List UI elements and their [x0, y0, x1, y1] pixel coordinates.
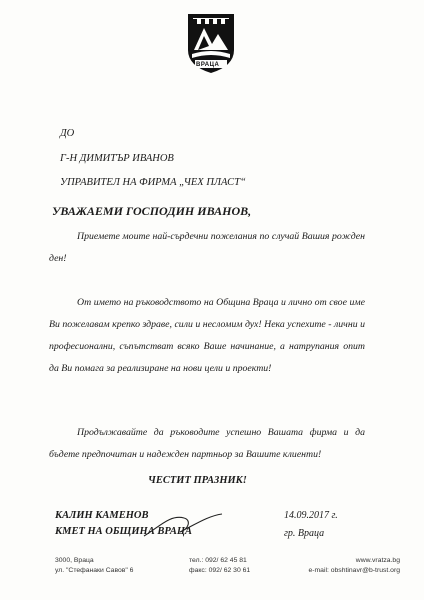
- addressee-to: ДО: [60, 128, 75, 139]
- paragraph-closing: Продължавайте да ръководите успешно Вашата фирма и да бъдете предпочитан и надежден партньор за Вашите клиенти!: [49, 427, 365, 460]
- signatory-title: КМЕТ НА ОБЩИНА ВРАЦА: [55, 526, 193, 537]
- letter-place: гр. Враца: [284, 528, 325, 539]
- footer-web: [300, 556, 400, 576]
- footer-address: [55, 556, 133, 576]
- handwritten-signature: [140, 510, 225, 540]
- letter-date: 14.09.2017 г.: [284, 510, 338, 521]
- paragraph-main: От името на ръководството на Община Враца и лично от свое име Ви пожелавам крепко здраве, сили и несломим дух! Нека успехите - лични и професионални, съпътстват всяко Ваше начинание, а натрупания опит да Ви помага за реализиране на нови цели и проекти!: [49, 297, 365, 374]
- footer-tel: тел.: 092/ 62 45 81: [189, 557, 247, 564]
- signatory-name: КАЛИН КАМЕНОВ: [55, 510, 149, 521]
- crest-label: ВРАЦА: [196, 62, 220, 68]
- greeting: УВАЖАЕМИ ГОСПОДИН ИВАНОВ,: [52, 204, 252, 218]
- addressee-position: УПРАВИТЕЛ НА ФИРМА „ЧЕХ ПЛАСТ“: [60, 177, 246, 188]
- paragraph-wishes: Приемете моите най-сърдечни пожелания по случай Вашия рожден ден!: [49, 231, 365, 264]
- footer-email: e-mail: obshtinavr@b-trust.org: [308, 567, 400, 574]
- footer-phones: [189, 556, 250, 576]
- addressee-name: Г-Н ДИМИТЪР ИВАНОВ: [60, 153, 174, 164]
- footer-postcode: 3000, Враца: [55, 557, 94, 564]
- closing-line: ЧЕСТИТ ПРАЗНИК!: [148, 475, 247, 486]
- footer-fax: факс: 092/ 62 30 61: [189, 567, 251, 574]
- footer-website: www.vratza.bg: [355, 557, 400, 564]
- footer-street: ул. "Стефанаки Савов" 6: [55, 567, 134, 574]
